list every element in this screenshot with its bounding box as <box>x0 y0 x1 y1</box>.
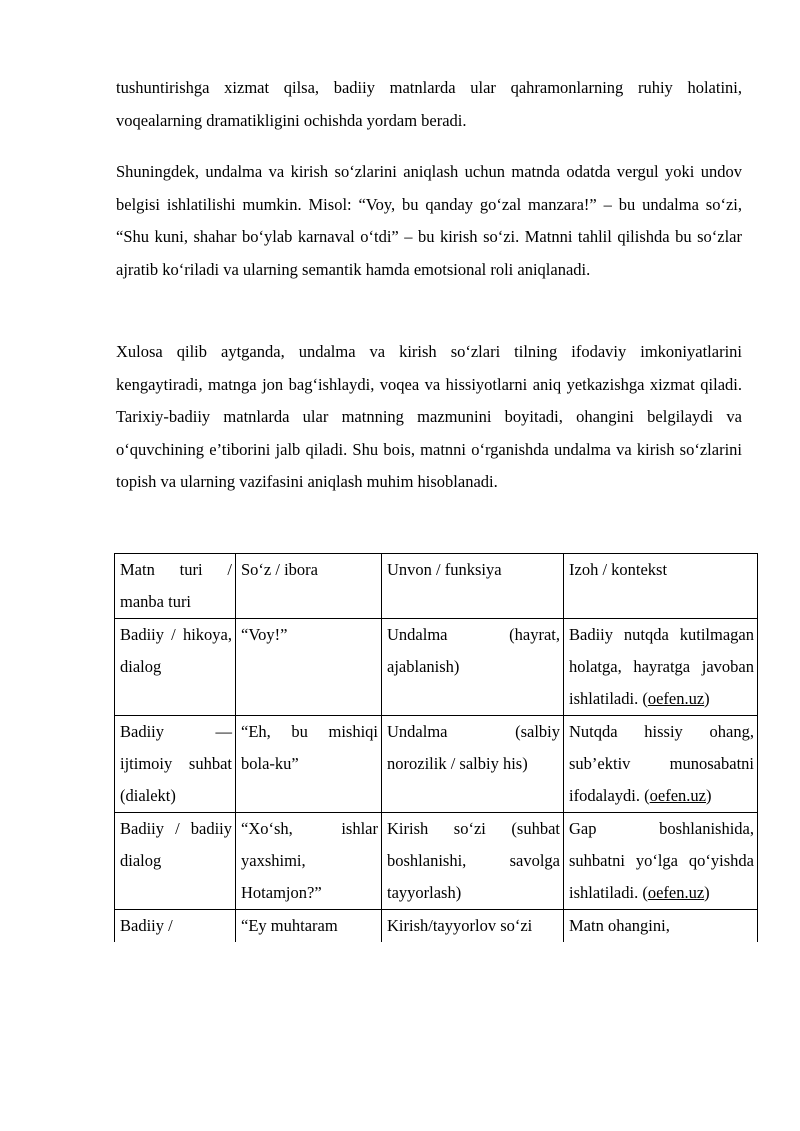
source-link[interactable]: oefen.uz <box>649 786 706 805</box>
cell-phrase: “Eh, bu mishiqi bola-ku” <box>236 716 382 813</box>
header-text-type: Matn turi / manba turi <box>115 554 236 619</box>
note-text: Badiiy nutqda kutilmagan holatga, hayratga javoban ishlatiladi. ( <box>569 625 754 708</box>
header-function: Unvon / funksiya <box>382 554 564 619</box>
cell-text-type: Badiiy — ijtimoiy suhbat (dialekt) <box>115 716 236 813</box>
note-text: Matn ohangini, <box>569 916 670 935</box>
header-phrase: So‘z / ibora <box>236 554 382 619</box>
cell-function: Kirish so‘zi (suhbat boshlanishi, savolga tayyorlash) <box>382 813 564 910</box>
source-link[interactable]: oefen.uz <box>647 883 705 902</box>
cell-text-type: Badiiy / badiiy dialog <box>115 813 236 910</box>
cell-text-type: Badiiy / hikoya, dialog <box>115 619 236 716</box>
cell-note <box>564 910 758 943</box>
table-header-row <box>115 554 758 619</box>
cell-function: Undalma (hayrat, ajablanish) <box>382 619 564 716</box>
table-row <box>115 910 758 943</box>
cell-function: Kirish/tayyorlov so‘zi <box>382 910 564 943</box>
header-note: Izoh / kontekst <box>564 554 758 619</box>
paragraph-1: tushuntirishga xizmat qilsa, badiiy matnlarda ular qahramonlarning ruhiy holatini, voqealarning dramatikligini ochishda yordam beradi. <box>116 78 742 130</box>
cell-phrase: “Xo‘sh, ishlar yaxshimi, Hotamjon?” <box>236 813 382 910</box>
table-row <box>115 813 758 910</box>
paragraph-3: Xulosa qilib aytganda, undalma va kirish so‘zlari tilning ifodaviy imkoniyatlarini kengaytiradi, matnga jon bag‘ishlaydi, voqea va hissiyotlarni aniq yetkazishga xizmat qiladi. Tarixiy-badiiy matnlarda ular matnning mazmunini boyitadi, ohangini belgilaydi va o‘quvchining e’tiborini jalb qiladi. Shu bois, matnni o‘rganishda undalma va kirish so‘zlarini topish va ularning vazifasini aniqlash muhim hisoblanadi. <box>116 342 742 492</box>
table-row <box>115 619 758 716</box>
cell-note <box>564 619 758 716</box>
note-text: Gap boshlanishida, suhbatni yo‘lga qo‘yishda ishlatiladi. ( <box>569 819 754 902</box>
cell-function: Undalma (salbiy norozilik / salbiy his) <box>382 716 564 813</box>
cell-note <box>564 813 758 910</box>
note-end: ) <box>704 689 710 708</box>
cell-note <box>564 716 758 813</box>
source-link[interactable]: oefen.uz <box>647 689 705 708</box>
word-examples-table <box>114 553 758 942</box>
cell-text-type: Badiiy / <box>115 910 236 943</box>
note-end: ) <box>704 883 710 902</box>
cell-phrase: “Ey muhtaram <box>236 910 382 943</box>
paragraph-2: Shuningdek, undalma va kirish so‘zlarini aniqlash uchun matnda odatda vergul yoki undov belgisi ishlatilishi mumkin. Misol: “Voy, bu qanday go‘zal manzara!” – bu undalma so‘zi, “Shu kuni, shahar bo‘ylab karnaval o‘tdi” – bu kirish so‘zi. Matnni tahlil qilishda bu so‘zlar ajratib ko‘riladi va ularning semantik hamda emotsional roli aniqlanadi. <box>116 162 742 279</box>
note-text: Nutqda hissiy ohang, sub’ektiv munosabatni ifodalaydi. ( <box>569 722 754 805</box>
table-row <box>115 716 758 813</box>
cell-phrase: “Voy!” <box>236 619 382 716</box>
note-end: ) <box>705 786 712 805</box>
